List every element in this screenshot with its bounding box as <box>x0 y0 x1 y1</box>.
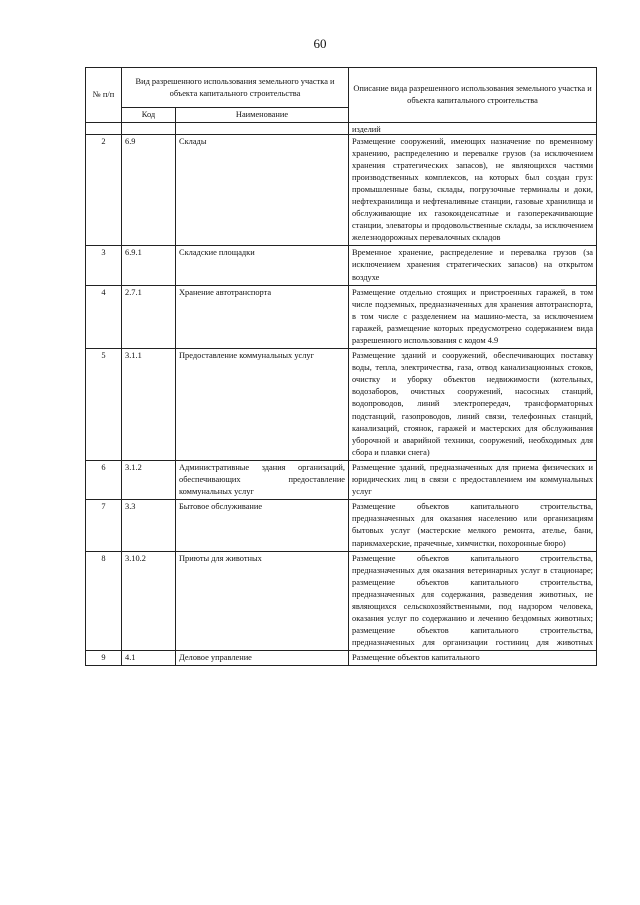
row-num: 9 <box>86 651 122 666</box>
header-type: Вид разрешенного использования земельного участка и объекта капитального строительства <box>122 68 349 108</box>
row-name: Склады <box>176 134 349 246</box>
table-row <box>86 551 597 651</box>
header-name: Наименование <box>176 108 349 123</box>
row-num: 2 <box>86 134 122 246</box>
row-num: 6 <box>86 460 122 499</box>
row-description: Временное хранение, распределение и перевалка грузов (за исключением хранения стратегических запасов) на открытом воздухе <box>349 246 597 285</box>
row-num: 3 <box>86 246 122 285</box>
row-description: Размещение зданий, предназначенных для приема физических и юридических лиц в связи с предоставлением им коммунальных услуг <box>349 460 597 499</box>
header-description: Описание вида разрешенного использования земельного участка и объекта капитального строительства <box>349 68 597 123</box>
description-part: размещение объектов капитального строительства, предназначенных для содержания, разведения животных, не являющихся сельскохозяйственными, под надзором человека, оказания услуг по содержанию и лечению бездомных животных; <box>352 577 594 624</box>
row-num: 8 <box>86 551 122 651</box>
row-name: Предоставление коммунальных услуг <box>176 349 349 461</box>
row-code: 6.9.1 <box>122 246 176 285</box>
table-row <box>86 500 597 551</box>
row-code: 4.1 <box>122 651 176 666</box>
table-row <box>86 134 597 246</box>
page-number: 60 <box>313 36 327 51</box>
table-row <box>86 651 597 666</box>
header-num: № п/п <box>86 68 122 123</box>
table-header-row <box>86 68 597 108</box>
row-description: Размещение отдельно стоящих и пристроенных гаражей, в том числе подземных, предназначенных для хранения автотранспорта, в том числе с разделением на машино-места, за исключением гаражей, размещение которых предусмотрено содержанием вида разрешенного использования с кодом 4.9 <box>349 285 597 348</box>
row-name: Хранение автотранспорта <box>176 285 349 348</box>
description-part: размещение объектов капитального строительства, предназначенных для организации гостиниц для животных <box>352 626 594 648</box>
row-name: Приюты для животных <box>176 551 349 651</box>
row-name: Складские площадки <box>176 246 349 285</box>
row-num: 5 <box>86 349 122 461</box>
land-use-table <box>85 67 597 666</box>
row-description: Размещение объектов капитального строительства, предназначенных для оказания населению или организациям бытовых услуг (мастерские мелкого ремонта, ателье, бани, парикмахерские, прачечные, химчистки, похоронные бюро) <box>349 500 597 551</box>
row-description: Размещение сооружений, имеющих назначение по временному хранению, распределению и перевалке грузов (за исключением хранения стратегических запасов), не являющихся частями производственных комплексов, на которых был создан груз: промышленные базы, склады, погрузочные терминалы и доки, нефтехранилища и нефтеналивные станции, газовые хранилища и обслуживающие их газоконденсатные и газоперекачивающие станции, элеваторы и продовольственные склады, за исключением железнодорожных перевалочных складов <box>349 134 597 246</box>
continuation-text: изделий <box>349 122 597 134</box>
table-row <box>86 349 597 461</box>
row-description: Размещение объектов капитального <box>349 651 597 666</box>
row-code: 3.1.1 <box>122 349 176 461</box>
header-code: Код <box>122 108 176 123</box>
row-name: Деловое управление <box>176 651 349 666</box>
description-part: Размещение объектов капитального строительства, предназначенных для оказания ветеринарных услуг в стационаре; <box>352 553 594 575</box>
row-code: 3.3 <box>122 500 176 551</box>
continuation-row <box>86 122 597 134</box>
row-code: 6.9 <box>122 134 176 246</box>
table-row <box>86 460 597 499</box>
row-code: 3.1.2 <box>122 460 176 499</box>
row-code: 3.10.2 <box>122 551 176 651</box>
row-description: Размещение зданий и сооружений, обеспечивающих поставку воды, тепла, электричества, газа, отвод канализационных стоков, очистку и уборку объектов недвижимости (котельных, водозаборов, очистных сооружений, насосных станций, водопроводов, линий электропередач, трансформаторных подстанций, газопроводов, линий связи, телефонных станций, канализаций, стоянок, гаражей и мастерских для обслуживания уборочной и аварийной техники, сооружений, необходимых для сбора и плавки снега) <box>349 349 597 461</box>
table-row <box>86 246 597 285</box>
row-num: 4 <box>86 285 122 348</box>
row-name: Административные здания организаций, обеспечивающих предоставление коммунальных услуг <box>176 460 349 499</box>
row-description <box>349 551 597 651</box>
table-row <box>86 285 597 348</box>
row-num: 7 <box>86 500 122 551</box>
row-code: 2.7.1 <box>122 285 176 348</box>
row-name: Бытовое обслуживание <box>176 500 349 551</box>
